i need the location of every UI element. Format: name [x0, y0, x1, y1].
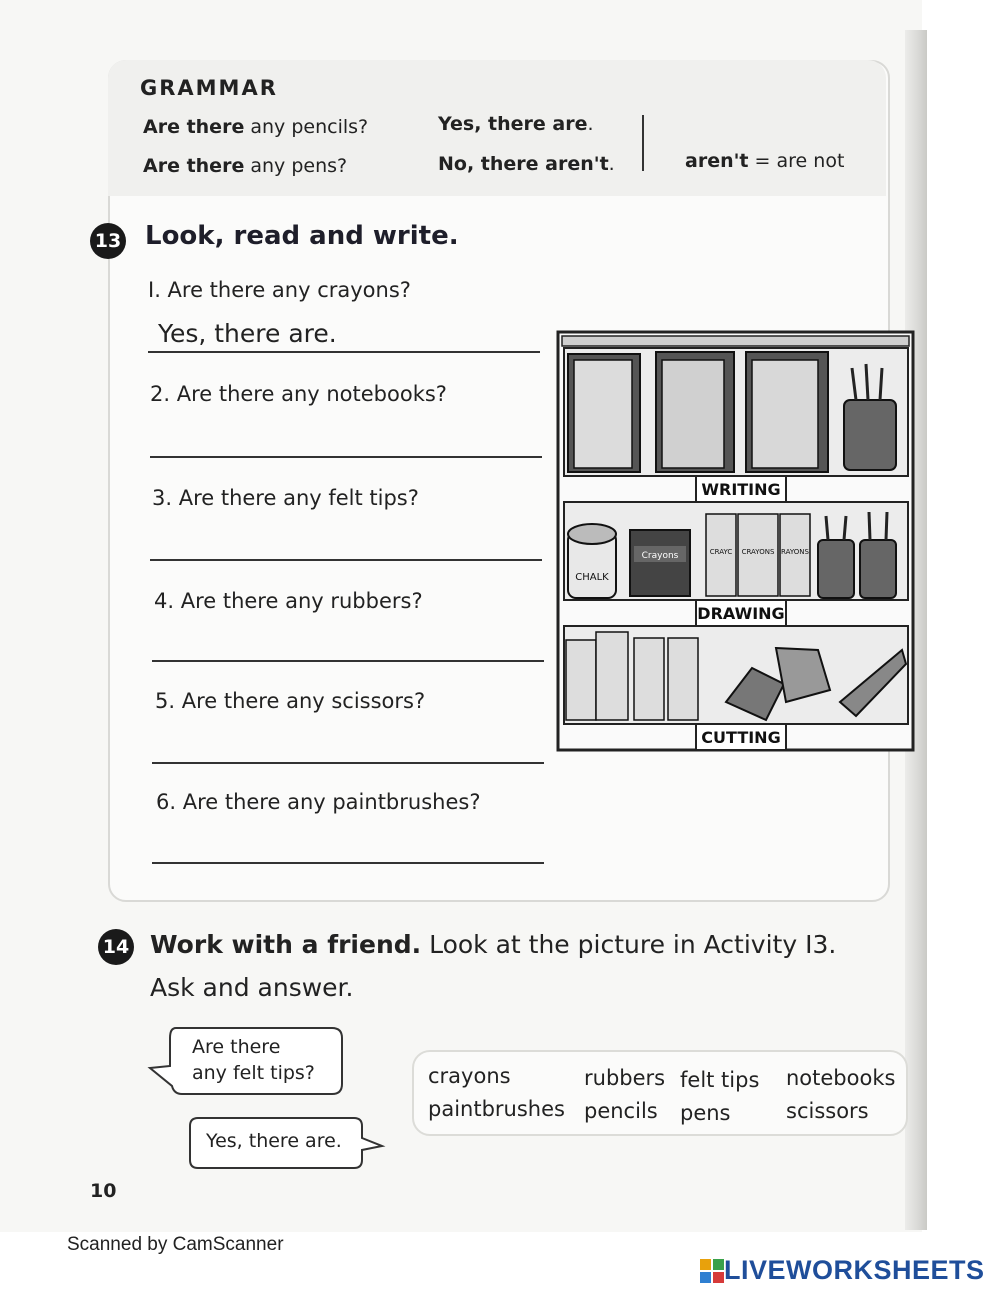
grammar-question-1: Are there any pencils? — [143, 116, 369, 138]
crayons-box-label: Crayons — [641, 551, 679, 561]
grammar-answer-2: No, there aren't. — [438, 153, 615, 175]
grammar-title: GRAMMAR — [140, 76, 278, 100]
crayons-pack-a: CRAYC — [709, 548, 733, 556]
grammar-note: aren't = are not — [685, 150, 845, 172]
question-4: 4. Are there any rubbers? — [154, 589, 423, 613]
crayons-pack-b: CRAYONS — [741, 548, 775, 556]
shelf-label-writing: WRITING — [701, 480, 781, 499]
chalk-box-icon — [568, 524, 616, 598]
word-pencils: pencils — [584, 1099, 658, 1123]
notebook-icon — [746, 352, 828, 472]
word-notebooks: notebooks — [786, 1066, 896, 1090]
answer-line-1 — [148, 351, 540, 353]
liveworksheets-brand: LIVEWORKSHEETS — [724, 1255, 985, 1285]
bubble-answer: Yes, there are. — [206, 1130, 342, 1152]
answer-line-4 — [152, 660, 544, 662]
word-scissors: scissors — [786, 1099, 869, 1123]
notebook-icon — [656, 352, 734, 472]
page-number: 10 — [90, 1180, 117, 1202]
answer-line-2 — [150, 456, 542, 458]
activity-14-title: Work with a friend. Look at the picture in Activity I3. — [150, 930, 837, 959]
word-crayons: crayons — [428, 1064, 511, 1088]
shelf-label-drawing: DRAWING — [697, 604, 785, 623]
activity-14-line2: Ask and answer. — [150, 973, 354, 1002]
shelf-top-trim — [562, 336, 909, 346]
answer-1[interactable]: Yes, there are. — [158, 319, 337, 348]
answer-line-5 — [152, 762, 544, 764]
question-2: 2. Are there any notebooks? — [150, 382, 447, 406]
answer-line-3 — [150, 559, 542, 561]
grammar-answer-1: Yes, there are. — [438, 113, 594, 135]
question-6: 6. Are there any paintbrushes? — [156, 790, 481, 814]
chalk-label: CHALK — [575, 572, 609, 583]
word-felt-tips: felt tips — [680, 1068, 760, 1092]
crayon-box-icon — [630, 530, 690, 596]
activity-14-number: 14 — [98, 929, 134, 965]
grammar-divider — [642, 115, 644, 171]
classroom-shelf-illustration — [556, 330, 916, 754]
grammar-question-2: Are there any pens? — [143, 155, 348, 177]
liveworksheets-grid-icon — [700, 1259, 724, 1283]
shelf-label-cutting: CUTTING — [701, 728, 781, 747]
liveworksheets-logo[interactable] — [700, 1255, 985, 1286]
bubble-question-line2: any felt tips? — [192, 1062, 315, 1084]
notebook-icon — [568, 354, 640, 472]
word-rubbers: rubbers — [584, 1066, 666, 1090]
word-paintbrushes: paintbrushes — [428, 1097, 565, 1121]
answer-line-6 — [152, 862, 544, 864]
scanner-credit: Scanned by CamScanner — [67, 1234, 284, 1255]
word-pens: pens — [680, 1101, 731, 1125]
crayons-pack-c: RAYONS — [781, 548, 809, 556]
activity-13-title: Look, read and write. — [145, 221, 459, 251]
word-bank — [412, 1050, 908, 1136]
question-1: I. Are there any crayons? — [148, 278, 411, 302]
question-3: 3. Are there any felt tips? — [152, 486, 419, 510]
bubble-question-line1: Are there — [192, 1036, 281, 1058]
question-5: 5. Are there any scissors? — [155, 689, 426, 713]
activity-13-number: 13 — [90, 223, 126, 259]
